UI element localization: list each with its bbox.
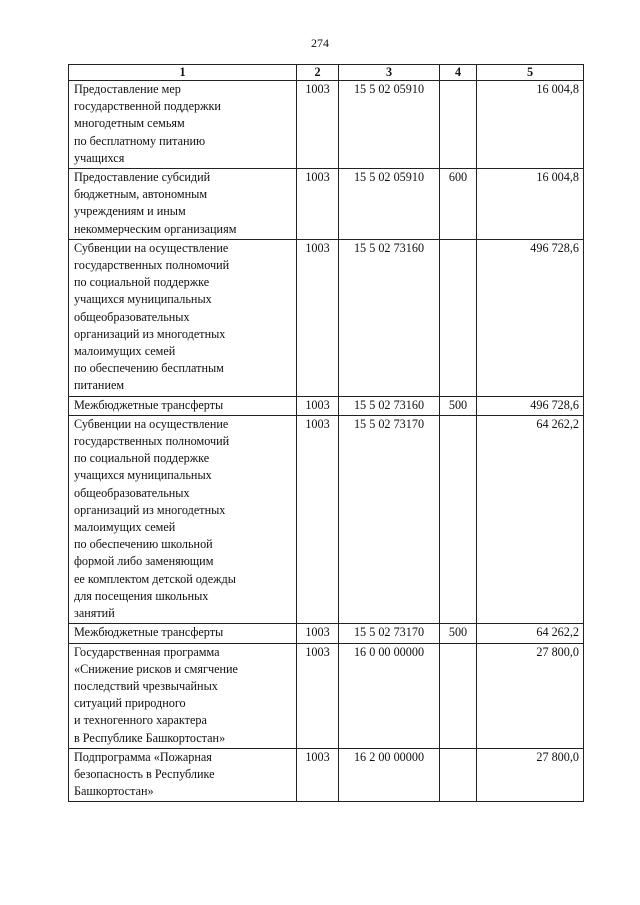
row-type-cell: 600 <box>440 169 477 240</box>
row-name-line: государственных полномочий <box>74 434 230 449</box>
row-name-line: по социальной поддержке <box>74 275 210 290</box>
table-row <box>69 239 584 396</box>
row-section-cell: 1003 <box>297 643 339 748</box>
row-code-cell: 15 5 02 73170 <box>339 624 440 643</box>
row-name-line: питанием <box>74 378 125 393</box>
row-name-cell <box>69 624 297 643</box>
row-name-line: учащихся муниципальных <box>74 468 212 483</box>
row-code-cell: 15 5 02 05910 <box>339 169 440 240</box>
table-body <box>69 81 584 802</box>
row-name-line: Субвенции на осуществление <box>74 416 229 431</box>
row-section-cell: 1003 <box>297 748 339 802</box>
row-type-cell: 500 <box>440 396 477 415</box>
row-name-cell <box>69 415 297 623</box>
row-code-cell: 15 5 02 05910 <box>339 81 440 169</box>
table-row <box>69 643 584 748</box>
row-name-line: по социальной поддержке <box>74 451 210 466</box>
row-code-cell: 15 5 02 73160 <box>339 396 440 415</box>
row-name-line: некоммерческим организациям <box>74 221 237 236</box>
table-row <box>69 624 584 643</box>
row-name-line: учащихся <box>74 150 125 165</box>
row-section-cell: 1003 <box>297 396 339 415</box>
row-name-line: государственной поддержки <box>74 99 221 114</box>
row-name-cell <box>69 81 297 169</box>
row-name-line: занятий <box>74 606 115 621</box>
row-name-line: и техногенного характера <box>74 713 207 728</box>
row-name-line: общеобразовательных <box>74 485 190 500</box>
row-name-line: учреждениям и иным <box>74 204 186 219</box>
row-type-cell <box>440 643 477 748</box>
row-name-line: по обеспечению школьной <box>74 537 213 552</box>
row-name-cell <box>69 643 297 748</box>
row-amount-cell: 16 004,8 <box>477 169 584 240</box>
row-name-line: по обеспечению бесплатным <box>74 361 224 376</box>
row-name-line: последствий чрезвычайных <box>74 678 218 693</box>
row-name-cell <box>69 396 297 415</box>
header-col-5: 5 <box>477 65 584 81</box>
row-name-line: Межбюджетные трансферты <box>74 397 224 412</box>
row-name-line: ситуаций природного <box>74 696 186 711</box>
row-name-line: Башкортостан» <box>74 784 154 799</box>
table-row <box>69 415 584 623</box>
row-type-cell <box>440 239 477 396</box>
row-section-cell: 1003 <box>297 624 339 643</box>
row-name-line: Межбюджетные трансферты <box>74 625 224 640</box>
row-name-line: безопасность в Республике <box>74 766 215 781</box>
row-code-cell: 15 5 02 73160 <box>339 239 440 396</box>
row-code-cell: 15 5 02 73170 <box>339 415 440 623</box>
row-section-cell: 1003 <box>297 81 339 169</box>
row-amount-cell: 496 728,6 <box>477 239 584 396</box>
row-name-line: малоимущих семей <box>74 520 176 535</box>
row-name-line: для посещения школьных <box>74 588 209 603</box>
table-row <box>69 396 584 415</box>
row-name-line: бюджетным, автономным <box>74 187 208 202</box>
row-name-line: организаций из многодетных <box>74 502 226 517</box>
row-type-cell <box>440 415 477 623</box>
header-col-4: 4 <box>440 65 477 81</box>
row-code-cell: 16 0 00 00000 <box>339 643 440 748</box>
row-name-line: Подпрограмма «Пожарная <box>74 749 212 764</box>
row-name-line: Предоставление мер <box>74 82 181 96</box>
row-amount-cell: 64 262,2 <box>477 624 584 643</box>
row-name-line: Субвенции на осуществление <box>74 240 229 255</box>
row-name-line: «Снижение рисков и смягчение <box>74 661 238 676</box>
row-name-line: государственных полномочий <box>74 258 230 273</box>
row-amount-cell: 16 004,8 <box>477 81 584 169</box>
row-name-line: Предоставление субсидий <box>74 170 211 185</box>
row-code-cell: 16 2 00 00000 <box>339 748 440 802</box>
page-number: 274 <box>311 36 329 50</box>
table-header-row <box>69 65 584 81</box>
table-row <box>69 169 584 240</box>
row-amount-cell: 64 262,2 <box>477 415 584 623</box>
row-amount-cell: 27 800,0 <box>477 643 584 748</box>
row-amount-cell: 27 800,0 <box>477 748 584 802</box>
row-name-cell <box>69 748 297 802</box>
header-col-1: 1 <box>69 65 297 81</box>
row-name-line: ее комплектом детской одежды <box>74 571 236 586</box>
row-name-line: общеобразовательных <box>74 309 190 324</box>
row-name-line: многодетным семьям <box>74 116 185 131</box>
row-name-line: формой либо заменяющим <box>74 554 214 569</box>
row-type-cell <box>440 81 477 169</box>
table-row <box>69 81 584 169</box>
budget-table <box>68 64 584 802</box>
row-name-line: организаций из многодетных <box>74 326 226 341</box>
row-name-line: в Республике Башкортостан» <box>74 730 226 745</box>
row-name-line: по бесплатному питанию <box>74 133 206 148</box>
row-type-cell: 500 <box>440 624 477 643</box>
row-name-line: малоимущих семей <box>74 344 176 359</box>
row-amount-cell: 496 728,6 <box>477 396 584 415</box>
table-row <box>69 748 584 802</box>
header-col-2: 2 <box>297 65 339 81</box>
row-name-line: Государственная программа <box>74 644 220 659</box>
row-section-cell: 1003 <box>297 169 339 240</box>
row-name-cell <box>69 169 297 240</box>
header-col-3: 3 <box>339 65 440 81</box>
row-name-line: учащихся муниципальных <box>74 292 212 307</box>
row-type-cell <box>440 748 477 802</box>
row-section-cell: 1003 <box>297 415 339 623</box>
row-name-cell <box>69 239 297 396</box>
row-section-cell: 1003 <box>297 239 339 396</box>
